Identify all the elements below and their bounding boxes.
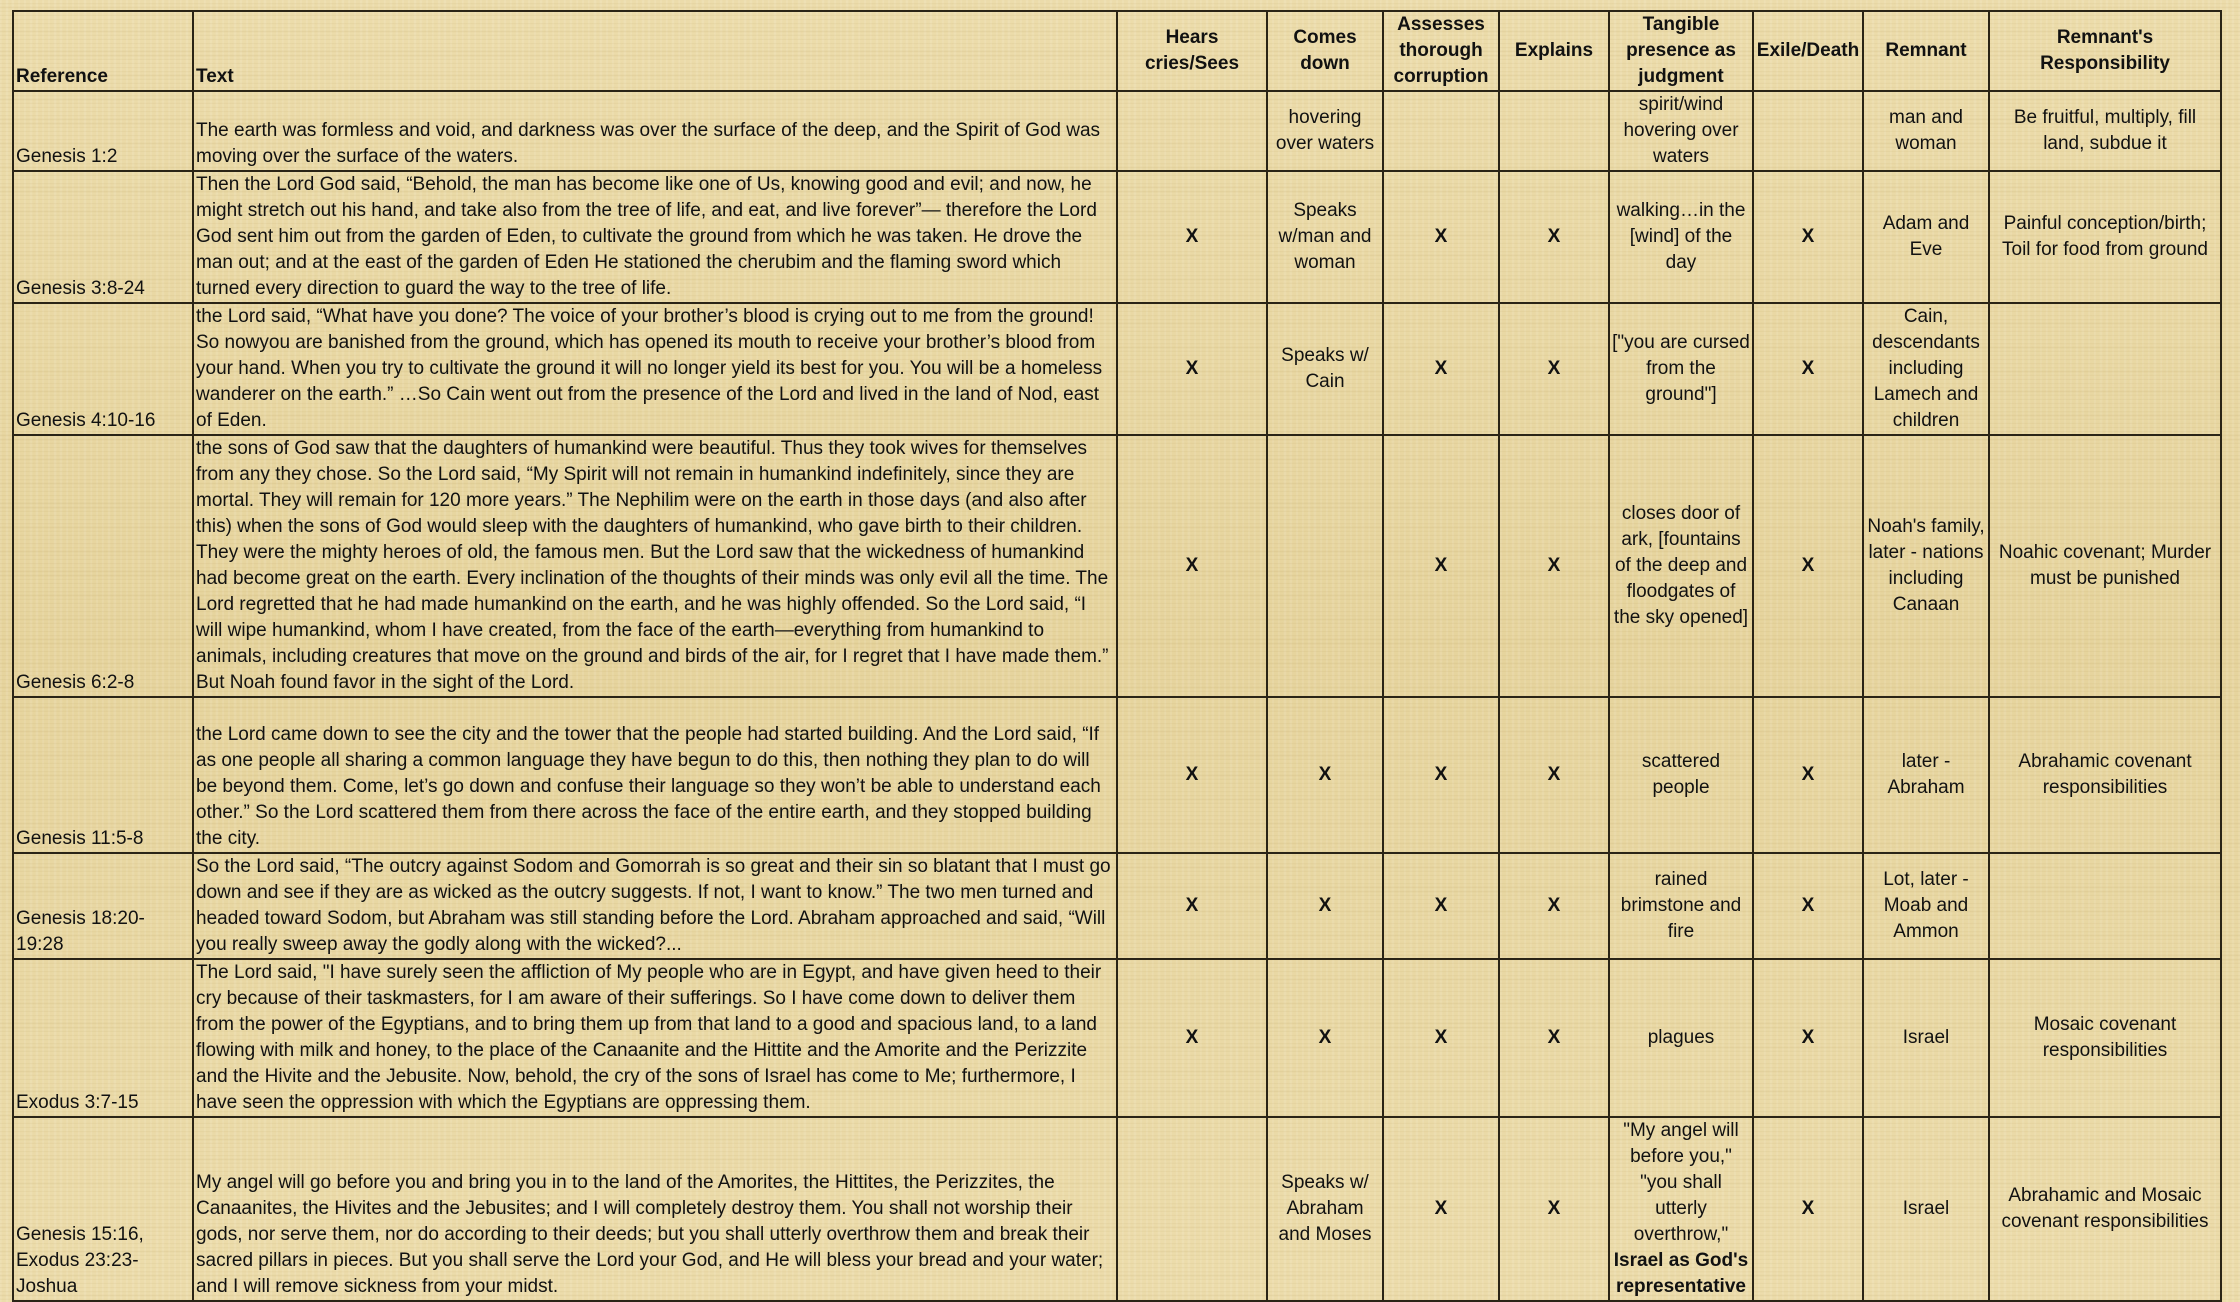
cell-explains: [1499, 91, 1609, 171]
cell-comes: X: [1267, 959, 1383, 1117]
table-row: [13, 171, 2221, 303]
cell-reference: Exodus 3:7-15: [13, 959, 193, 1117]
cell-exile: X: [1753, 435, 1863, 697]
cell-remnant: later - Abraham: [1863, 697, 1989, 853]
cell-tangible-text: "My angel will before you," "you shall utterly overthrow,": [1623, 1120, 1739, 1245]
cell-comes: X: [1267, 697, 1383, 853]
cell-hears: X: [1117, 697, 1267, 853]
cell-explains: X: [1499, 697, 1609, 853]
cell-remnant: Israel: [1863, 1117, 1989, 1301]
header-remnant: Remnant: [1863, 11, 1989, 91]
table-row: [13, 1117, 2221, 1301]
header-hears: Hears cries/Sees: [1117, 11, 1267, 91]
cell-comes: [1267, 435, 1383, 697]
table-row: [13, 697, 2221, 853]
cell-responsibility: Be fruitful, multiply, fill land, subdue it: [1989, 91, 2221, 171]
table-row: [13, 853, 2221, 959]
cell-assesses: X: [1383, 1117, 1499, 1301]
cell-hears: X: [1117, 171, 1267, 303]
cell-assesses: [1383, 91, 1499, 171]
cell-comes: Speaks w/ Cain: [1267, 303, 1383, 435]
cell-exile: X: [1753, 959, 1863, 1117]
cell-responsibility: Noahic covenant; Murder must be punished: [1989, 435, 2221, 697]
header-explains: Explains: [1499, 11, 1609, 91]
table-row: [13, 303, 2221, 435]
cell-explains: X: [1499, 171, 1609, 303]
cell-assesses: X: [1383, 697, 1499, 853]
cell-exile: X: [1753, 697, 1863, 853]
cell-responsibility: Mosaic covenant responsibilities: [1989, 959, 2221, 1117]
cell-remnant: Lot, later - Moab and Ammon: [1863, 853, 1989, 959]
cell-hears: X: [1117, 435, 1267, 697]
cell-explains: X: [1499, 1117, 1609, 1301]
header-exile: Exile/Death: [1753, 11, 1863, 91]
cell-hears: X: [1117, 853, 1267, 959]
header-tangible: Tangible presence as judgment: [1609, 11, 1753, 91]
cell-comes: Speaks w/ Abraham and Moses: [1267, 1117, 1383, 1301]
cell-responsibility: [1989, 853, 2221, 959]
cell-reference: Genesis 1:2: [13, 91, 193, 171]
cell-reference: Genesis 11:5-8: [13, 697, 193, 853]
cell-text: the Lord came down to see the city and the tower that the people had started building. And the Lord said, “If as one people all sharing a common language they have begun to do this, then nothing they plan to do will be beyond them. Come, let’s go down and confuse their language so they won’t be able to understand each other.” So the Lord scattered them from there across the face of the entire earth, and they stopped building the city.: [193, 697, 1117, 853]
cell-hears: X: [1117, 303, 1267, 435]
cell-text: My angel will go before you and bring you in to the land of the Amorites, the Hittites, the Perizzites, the Canaanites, the Hivites and the Jebusites; and I will completely destroy them. You shall not worship their gods, nor serve them, nor do according to their deeds; but you shall utterly overthrow them and break their sacred pillars in pieces. But you shall serve the Lord your God, and He will bless your bread and your water; and I will remove sickness from your midst.: [193, 1117, 1117, 1301]
cell-exile: X: [1753, 1117, 1863, 1301]
cell-text: The Lord said, "I have surely seen the affliction of My people who are in Egypt, and have given heed to their cry because of their taskmasters, for I am aware of their sufferings. So I have come down to deliver them from the power of the Egyptians, and to bring them up from that land to a good and spacious land, to a land flowing with milk and honey, to the place of the Canaanite and the Hittite and the Amorite and the Perizzite and the Hivite and the Jebusite. Now, behold, the cry of the sons of Israel has come to Me; furthermore, I have seen the oppression with which the Egyptians are oppressing them.: [193, 959, 1117, 1117]
table-row: [13, 435, 2221, 697]
cell-tangible: spirit/wind hovering over waters: [1609, 91, 1753, 171]
cell-exile: [1753, 91, 1863, 171]
cell-hears: X: [1117, 959, 1267, 1117]
cell-tangible: closes door of ark, [fountains of the deep and floodgates of the sky opened]: [1609, 435, 1753, 697]
cell-hears: [1117, 91, 1267, 171]
header-responsibility: Remnant's Responsibility: [1989, 11, 2221, 91]
cell-reference: Genesis 4:10-16: [13, 303, 193, 435]
cell-text: the sons of God saw that the daughters of humankind were beautiful. Thus they took wives for themselves from any they chose. So the Lord said, “My Spirit will not remain in humankind indefinitely, since they are mortal. They will remain for 120 more years.” The Nephilim were on the earth in those days (and also after this) when the sons of God would sleep with the daughters of humankind, who gave birth to their children. They were the mighty heroes of old, the famous men. But the Lord saw that the wickedness of humankind had become great on the earth. Every inclination of the thoughts of their minds was only evil all the time. The Lord regretted that he had made humankind on the earth, and he was highly offended. So the Lord said, “I will wipe humankind, whom I have created, from the face of the earth—everything from humankind to animals, including creatures that move on the ground and birds of the air, for I regret that I have made them.” But Noah found favor in the sight of the Lord.: [193, 435, 1117, 697]
cell-reference: Genesis 18:20-19:28: [13, 853, 193, 959]
cell-tangible: scattered people: [1609, 697, 1753, 853]
cell-assesses: X: [1383, 959, 1499, 1117]
cell-reference: Genesis 3:8-24: [13, 171, 193, 303]
cell-hears: [1117, 1117, 1267, 1301]
cell-responsibility: Abrahamic covenant responsibilities: [1989, 697, 2221, 853]
cell-explains: X: [1499, 853, 1609, 959]
cell-assesses: X: [1383, 853, 1499, 959]
cell-exile: X: [1753, 853, 1863, 959]
cell-reference: Genesis 15:16, Exodus 23:23-Joshua: [13, 1117, 193, 1301]
cell-tangible: [1609, 1117, 1753, 1301]
cell-comes: Speaks w/man and woman: [1267, 171, 1383, 303]
cell-remnant: Israel: [1863, 959, 1989, 1117]
cell-assesses: X: [1383, 435, 1499, 697]
cell-reference: Genesis 6:2-8: [13, 435, 193, 697]
cell-tangible: plagues: [1609, 959, 1753, 1117]
cell-text: the Lord said, “What have you done? The voice of your brother’s blood is crying out to me from the ground! So nowyou are banished from the ground, which has opened its mouth to receive your brother’s blood from your hand. When you try to cultivate the ground it will no longer yield its best for you. You will be a homeless wanderer on the earth.” …So Cain went out from the presence of the Lord and lived in the land of Nod, east of Eden.: [193, 303, 1117, 435]
header-text: Text: [193, 11, 1117, 91]
cell-responsibility: Painful conception/birth; Toil for food from ground: [1989, 171, 2221, 303]
cell-tangible: rained brimstone and fire: [1609, 853, 1753, 959]
header-assesses: Assesses thorough corruption: [1383, 11, 1499, 91]
cell-text: So the Lord said, “The outcry against Sodom and Gomorrah is so great and their sin so blatant that I must go down and see if they are as wicked as the outcry suggests. If not, I want to know.” The two men turned and headed toward Sodom, but Abraham was still standing before the Lord. Abraham approached and said, “Will you really sweep away the godly along with the wicked?...: [193, 853, 1117, 959]
header-row: [13, 11, 2221, 91]
cell-exile: X: [1753, 303, 1863, 435]
cell-remnant: Adam and Eve: [1863, 171, 1989, 303]
cell-explains: X: [1499, 303, 1609, 435]
cell-comes: hovering over waters: [1267, 91, 1383, 171]
cell-assesses: X: [1383, 303, 1499, 435]
cell-comes: X: [1267, 853, 1383, 959]
cell-remnant: Cain, descendants including Lamech and children: [1863, 303, 1989, 435]
cell-tangible: ["you are cursed from the ground"]: [1609, 303, 1753, 435]
cell-exile: X: [1753, 171, 1863, 303]
cell-remnant: man and woman: [1863, 91, 1989, 171]
table-row: [13, 91, 2221, 171]
cell-responsibility: [1989, 303, 2221, 435]
cell-responsibility: Abrahamic and Mosaic covenant responsibilities: [1989, 1117, 2221, 1301]
header-comes: Comes down: [1267, 11, 1383, 91]
cell-remnant: Noah's family, later - nations including Canaan: [1863, 435, 1989, 697]
table-row: [13, 959, 2221, 1117]
comparison-table: [12, 10, 2222, 1302]
cell-text: The earth was formless and void, and darkness was over the surface of the deep, and the Spirit of God was moving over the surface of the waters.: [193, 91, 1117, 171]
header-reference: Reference: [13, 11, 193, 91]
cell-assesses: X: [1383, 171, 1499, 303]
cell-tangible: walking…in the [wind] of the day: [1609, 171, 1753, 303]
cell-tangible-bold: Israel as God's representative: [1613, 1250, 1749, 1297]
cell-explains: X: [1499, 435, 1609, 697]
cell-explains: X: [1499, 959, 1609, 1117]
cell-text: Then the Lord God said, “Behold, the man has become like one of Us, knowing good and evil; and now, he might stretch out his hand, and take also from the tree of life, and eat, and live forever”— therefore the Lord God sent him out from the garden of Eden, to cultivate the ground from which he was taken. He drove the man out; and at the east of the garden of Eden He stationed the cherubim and the flaming sword which turned every direction to guard the way to the tree of life.: [193, 171, 1117, 303]
